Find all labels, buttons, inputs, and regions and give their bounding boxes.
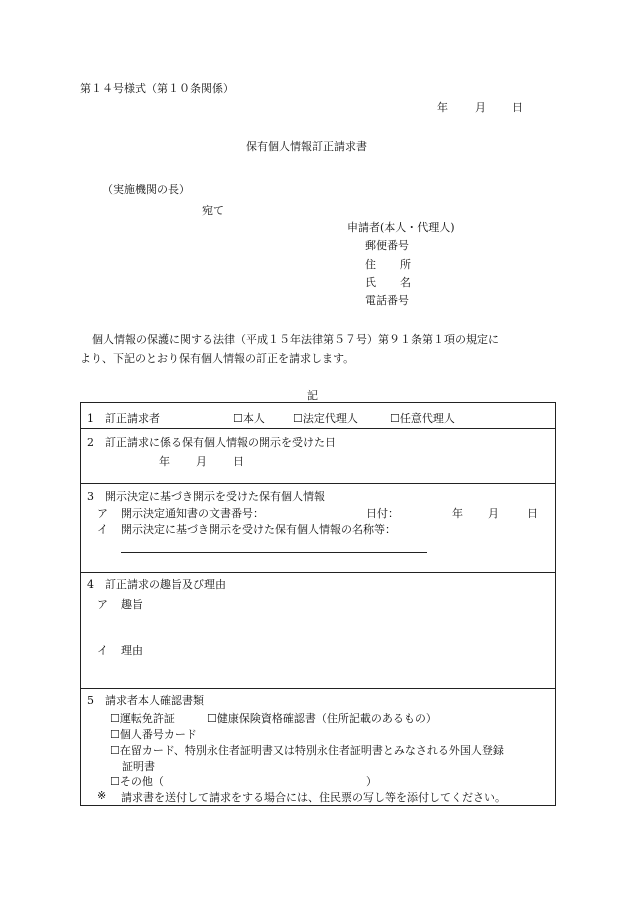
row-divider (81, 688, 555, 689)
disclosure-year-label: 年 (159, 455, 170, 468)
my-number-card-checkbox[interactable]: ☐個人番号カード (110, 728, 197, 741)
applicant-label: 申請者(本人・代理人) (347, 221, 455, 234)
applicant-name: 氏名 (365, 276, 411, 289)
residence-card-checkbox[interactable]: ☐在留カード、特別永住者証明書又は特別永住者証明書とみなされる外国人登録 (110, 744, 504, 757)
disclosure-day-label: 日 (233, 455, 244, 468)
form-number: 第１４号様式（第１０条関係） (80, 82, 234, 95)
date-month-label: 月 (475, 101, 486, 114)
disclosure-month-label: 月 (196, 455, 207, 468)
section3-i-mark: イ (97, 523, 108, 536)
drivers-license-checkbox[interactable]: ☐運転免許証 (110, 712, 175, 725)
date-year-label: 年 (437, 101, 448, 114)
section2-label: 2 訂正請求に係る保有個人情報の開示を受けた日 (87, 436, 336, 449)
row-divider (81, 572, 555, 573)
health-insurance-checkbox[interactable]: ☐健康保険資格確認書（住所記載のあるもの） (207, 712, 437, 725)
body-text-line1: 個人情報の保護に関する法律（平成１５年法律第５７号）第９１条第１項の規定に (92, 333, 499, 346)
addressee-org: （実施機関の長） (102, 183, 190, 196)
row-divider (81, 483, 555, 484)
section4-label: 4 訂正請求の趣旨及び理由 (87, 578, 226, 591)
notice-date-label: 日付： (366, 507, 399, 520)
disclosed-info-name-label: 開示決定に基づき開示を受けた保有個人情報の名称等： (121, 523, 396, 536)
section5-label: 5 請求者本人確認書類 (87, 694, 204, 707)
requester-legal-agent-checkbox[interactable]: ☐法定代理人 (293, 412, 358, 425)
section4-i-mark: イ (97, 644, 108, 657)
section3-label: 3 開示決定に基づき開示を受けた保有個人情報 (87, 490, 325, 503)
other-document-close-paren: ） (366, 775, 377, 788)
disclosed-info-name-input[interactable] (121, 552, 427, 553)
ki-heading: 記 (307, 389, 318, 402)
section4-a-mark: ア (97, 598, 108, 611)
notice-month-label: 月 (488, 507, 499, 520)
section1-label: 1 訂正請求者 (87, 412, 160, 425)
date-day-label: 日 (512, 101, 523, 114)
body-text-line2: より、下記のとおり保有個人情報の訂正を請求します。 (80, 352, 355, 365)
requester-voluntary-agent-checkbox[interactable]: ☐任意代理人 (390, 412, 455, 425)
notice-day-label: 日 (527, 507, 538, 520)
residence-card-line2: 証明書 (122, 760, 155, 773)
other-document-checkbox[interactable]: ☐その他（ (110, 775, 164, 788)
page-title: 保有個人情報訂正請求書 (246, 140, 367, 153)
note-mark: ※ (97, 789, 107, 802)
applicant-phone: 電話番号 (365, 294, 409, 307)
applicant-postal: 郵便番号 (365, 239, 409, 252)
purpose-label: 趣旨 (121, 598, 143, 611)
row-divider (81, 428, 555, 429)
reason-label: 理由 (121, 644, 143, 657)
applicant-address: 住所 (365, 258, 411, 271)
requester-self-checkbox[interactable]: ☐本人 (233, 412, 265, 425)
notice-doc-number-label: 開示決定通知書の文書番号： (121, 507, 264, 520)
notice-year-label: 年 (452, 507, 463, 520)
section3-a-mark: ア (97, 507, 108, 520)
mailing-note: 請求書を送付して請求をする場合には、住民票の写し等を添付してください。 (121, 791, 506, 804)
addressee-suffix: 宛て (202, 204, 224, 217)
